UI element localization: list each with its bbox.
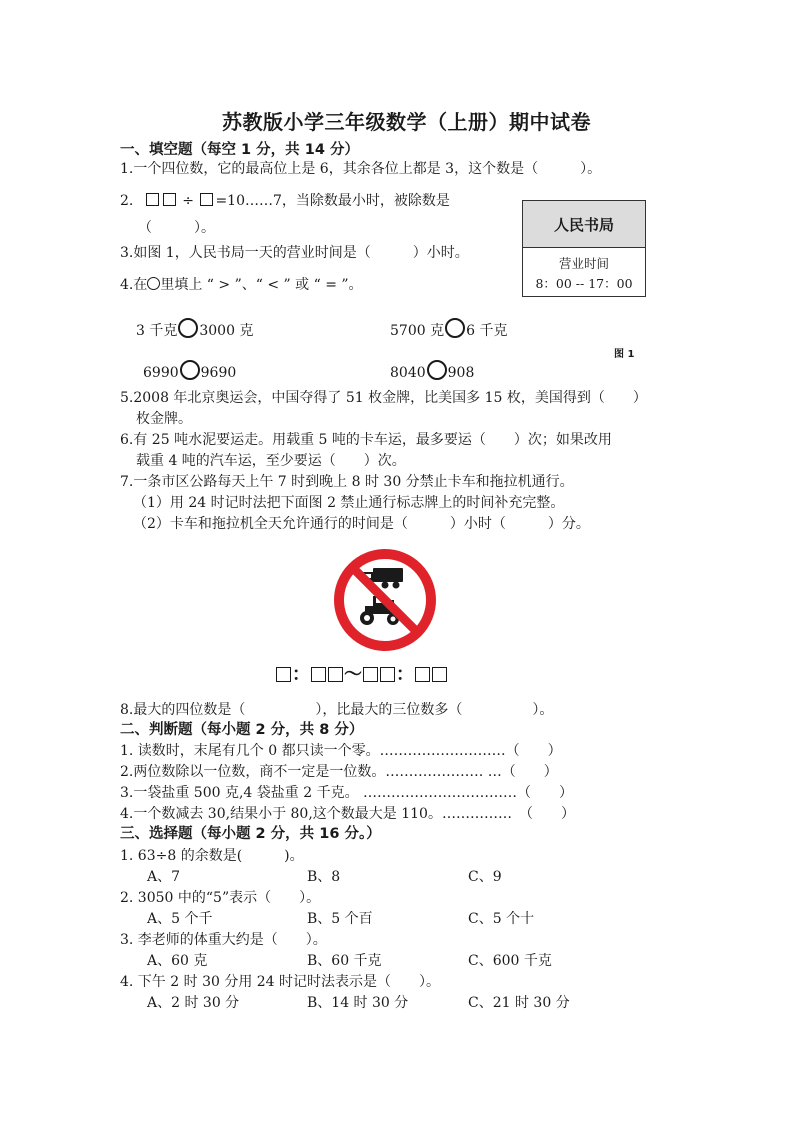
choice-question-2: 2. 3050 中的“5”表示（ ）。 [120, 890, 321, 906]
no-trucks-sign-icon [333, 548, 437, 652]
choice-question-3: 3. 李老师的体重大约是（ ）。 [120, 932, 327, 948]
time-range-blanks: ： ～ ： [275, 660, 448, 686]
question-1: 1.一个四位数，它的最高位上是 6，其余各位上都是 3，这个数是（ ）。 [120, 161, 602, 177]
choice-3-option-c: C、600 千克 [468, 953, 552, 969]
digit-box [146, 193, 159, 206]
question-6-line-1: 6.有 25 吨水泥要运走。用载重 5 吨的卡车运，最多要运（ ）次；如果改用 [120, 432, 612, 448]
compare-item-a: 3 千克 3000 克 [136, 318, 253, 340]
choice-2-option-a: A、5 个千 [147, 911, 213, 927]
question-2 [120, 192, 450, 210]
choice-4-option-b: B、14 时 30 分 [307, 995, 409, 1011]
judge-item-2: 2.两位数除以一位数，商不一定是一位数。………………… …（ ） [120, 764, 558, 780]
section-heading-fill-in: 一、填空题（每空 1 分，共 14 分） [120, 142, 359, 158]
time-box [363, 667, 378, 682]
compare-item-c: 6990 9690 [143, 360, 236, 382]
judge-item-4: 4.一个数减去 30,结果小于 80,这个数最大是 110。…………… （ ） [120, 806, 575, 822]
question-4-prefix: 4.在 [120, 277, 148, 293]
compare-circle [427, 360, 447, 380]
figure-1-caption: 图 1 [614, 349, 635, 360]
choice-3-option-a: A、60 克 [147, 953, 208, 969]
choice-4-option-c: C、21 时 30 分 [468, 995, 570, 1011]
section-heading-true-false: 二、判断题（每小题 2 分，共 8 分） [120, 722, 364, 738]
section-heading-multiple-choice: 三、选择题（每小题 2 分，共 16 分。） [120, 826, 381, 842]
compare-item-b: 5700 克 6 千克 [390, 318, 507, 340]
question-2-number: 2. [120, 193, 134, 209]
choice-4-option-a: A、2 时 30 分 [147, 995, 240, 1011]
question-4-suffix: 里填上 “ > ”、“ < ” 或 “ = ”。 [160, 277, 363, 293]
question-6-line-2: 载重 4 吨的汽车运，至少要运（ ）次。 [136, 453, 406, 469]
choice-question-1: 1. 63÷8 的余数是( )。 [120, 848, 304, 864]
business-hours-label: 营业时间 [558, 256, 609, 271]
compare-circle [178, 318, 198, 338]
circle-icon [147, 277, 160, 290]
question-5-line-2: 枚金牌。 [136, 411, 192, 427]
choice-2-option-c: C、5 个十 [468, 911, 535, 927]
choice-1-option-c: C、9 [468, 869, 502, 885]
time-box [276, 667, 291, 682]
choice-3-option-b: B、60 千克 [307, 953, 382, 969]
compare-circle [180, 360, 200, 380]
judge-item-3: 3.一袋盐重 500 克,4 袋盐重 2 千克。 ……………………………（ ） [120, 785, 574, 801]
page-title: 苏教版小学三年级数学（上册）期中试卷 [222, 110, 591, 134]
question-7-sub-2: （2）卡车和拖拉机全天允许通行的时间是（ ）小时（ ）分。 [133, 516, 590, 532]
question-7-sub-1: （1）用 24 时记时法把下面图 2 禁止通行标志牌上的时间补充完整。 [133, 495, 565, 511]
judge-item-1: 1. 读数时，末尾有几个 0 都只读一个零。………………………（ ） [120, 743, 562, 759]
bookstore-name: 人民书局 [523, 201, 645, 248]
time-box [415, 667, 430, 682]
time-box [311, 667, 326, 682]
time-box [432, 667, 447, 682]
question-3: 3.如图 1，人民书局一天的营业时间是（ ）小时。 [120, 245, 469, 261]
question-4 [120, 276, 363, 294]
time-box [380, 667, 395, 682]
business-hours: 8：00 -- 17：00 [535, 276, 633, 291]
choice-question-4: 4. 下午 2 时 30 分用 24 时记时法表示是（ ）。 [120, 974, 441, 990]
digit-box [200, 193, 213, 206]
choice-1-option-a: A、7 [147, 869, 181, 885]
time-box [328, 667, 343, 682]
bookstore-sign [522, 200, 646, 297]
compare-circle [445, 318, 465, 338]
question-5-line-1: 5.2008 年北京奥运会，中国夺得了 51 枚金牌，比美国多 15 枚，美国得到（ ） [120, 390, 647, 406]
question-2-answer-blank: （ ）。 [138, 220, 215, 236]
choice-1-option-b: B、8 [307, 869, 341, 885]
division-sign: ÷ [182, 193, 194, 209]
question-7-line-1: 7.一条市区公路每天上午 7 时到晚上 8 时 30 分禁止卡车和拖拉机通行。 [120, 474, 574, 490]
choice-2-option-b: B、5 个百 [307, 911, 373, 927]
digit-box [163, 193, 176, 206]
question-2-expression: =10……7，当除数最小时，被除数是 [215, 193, 450, 209]
compare-item-d: 8040 908 [390, 360, 474, 382]
question-8: 8.最大的四位数是（ ），比最大的三位数多（ ）。 [120, 702, 554, 718]
